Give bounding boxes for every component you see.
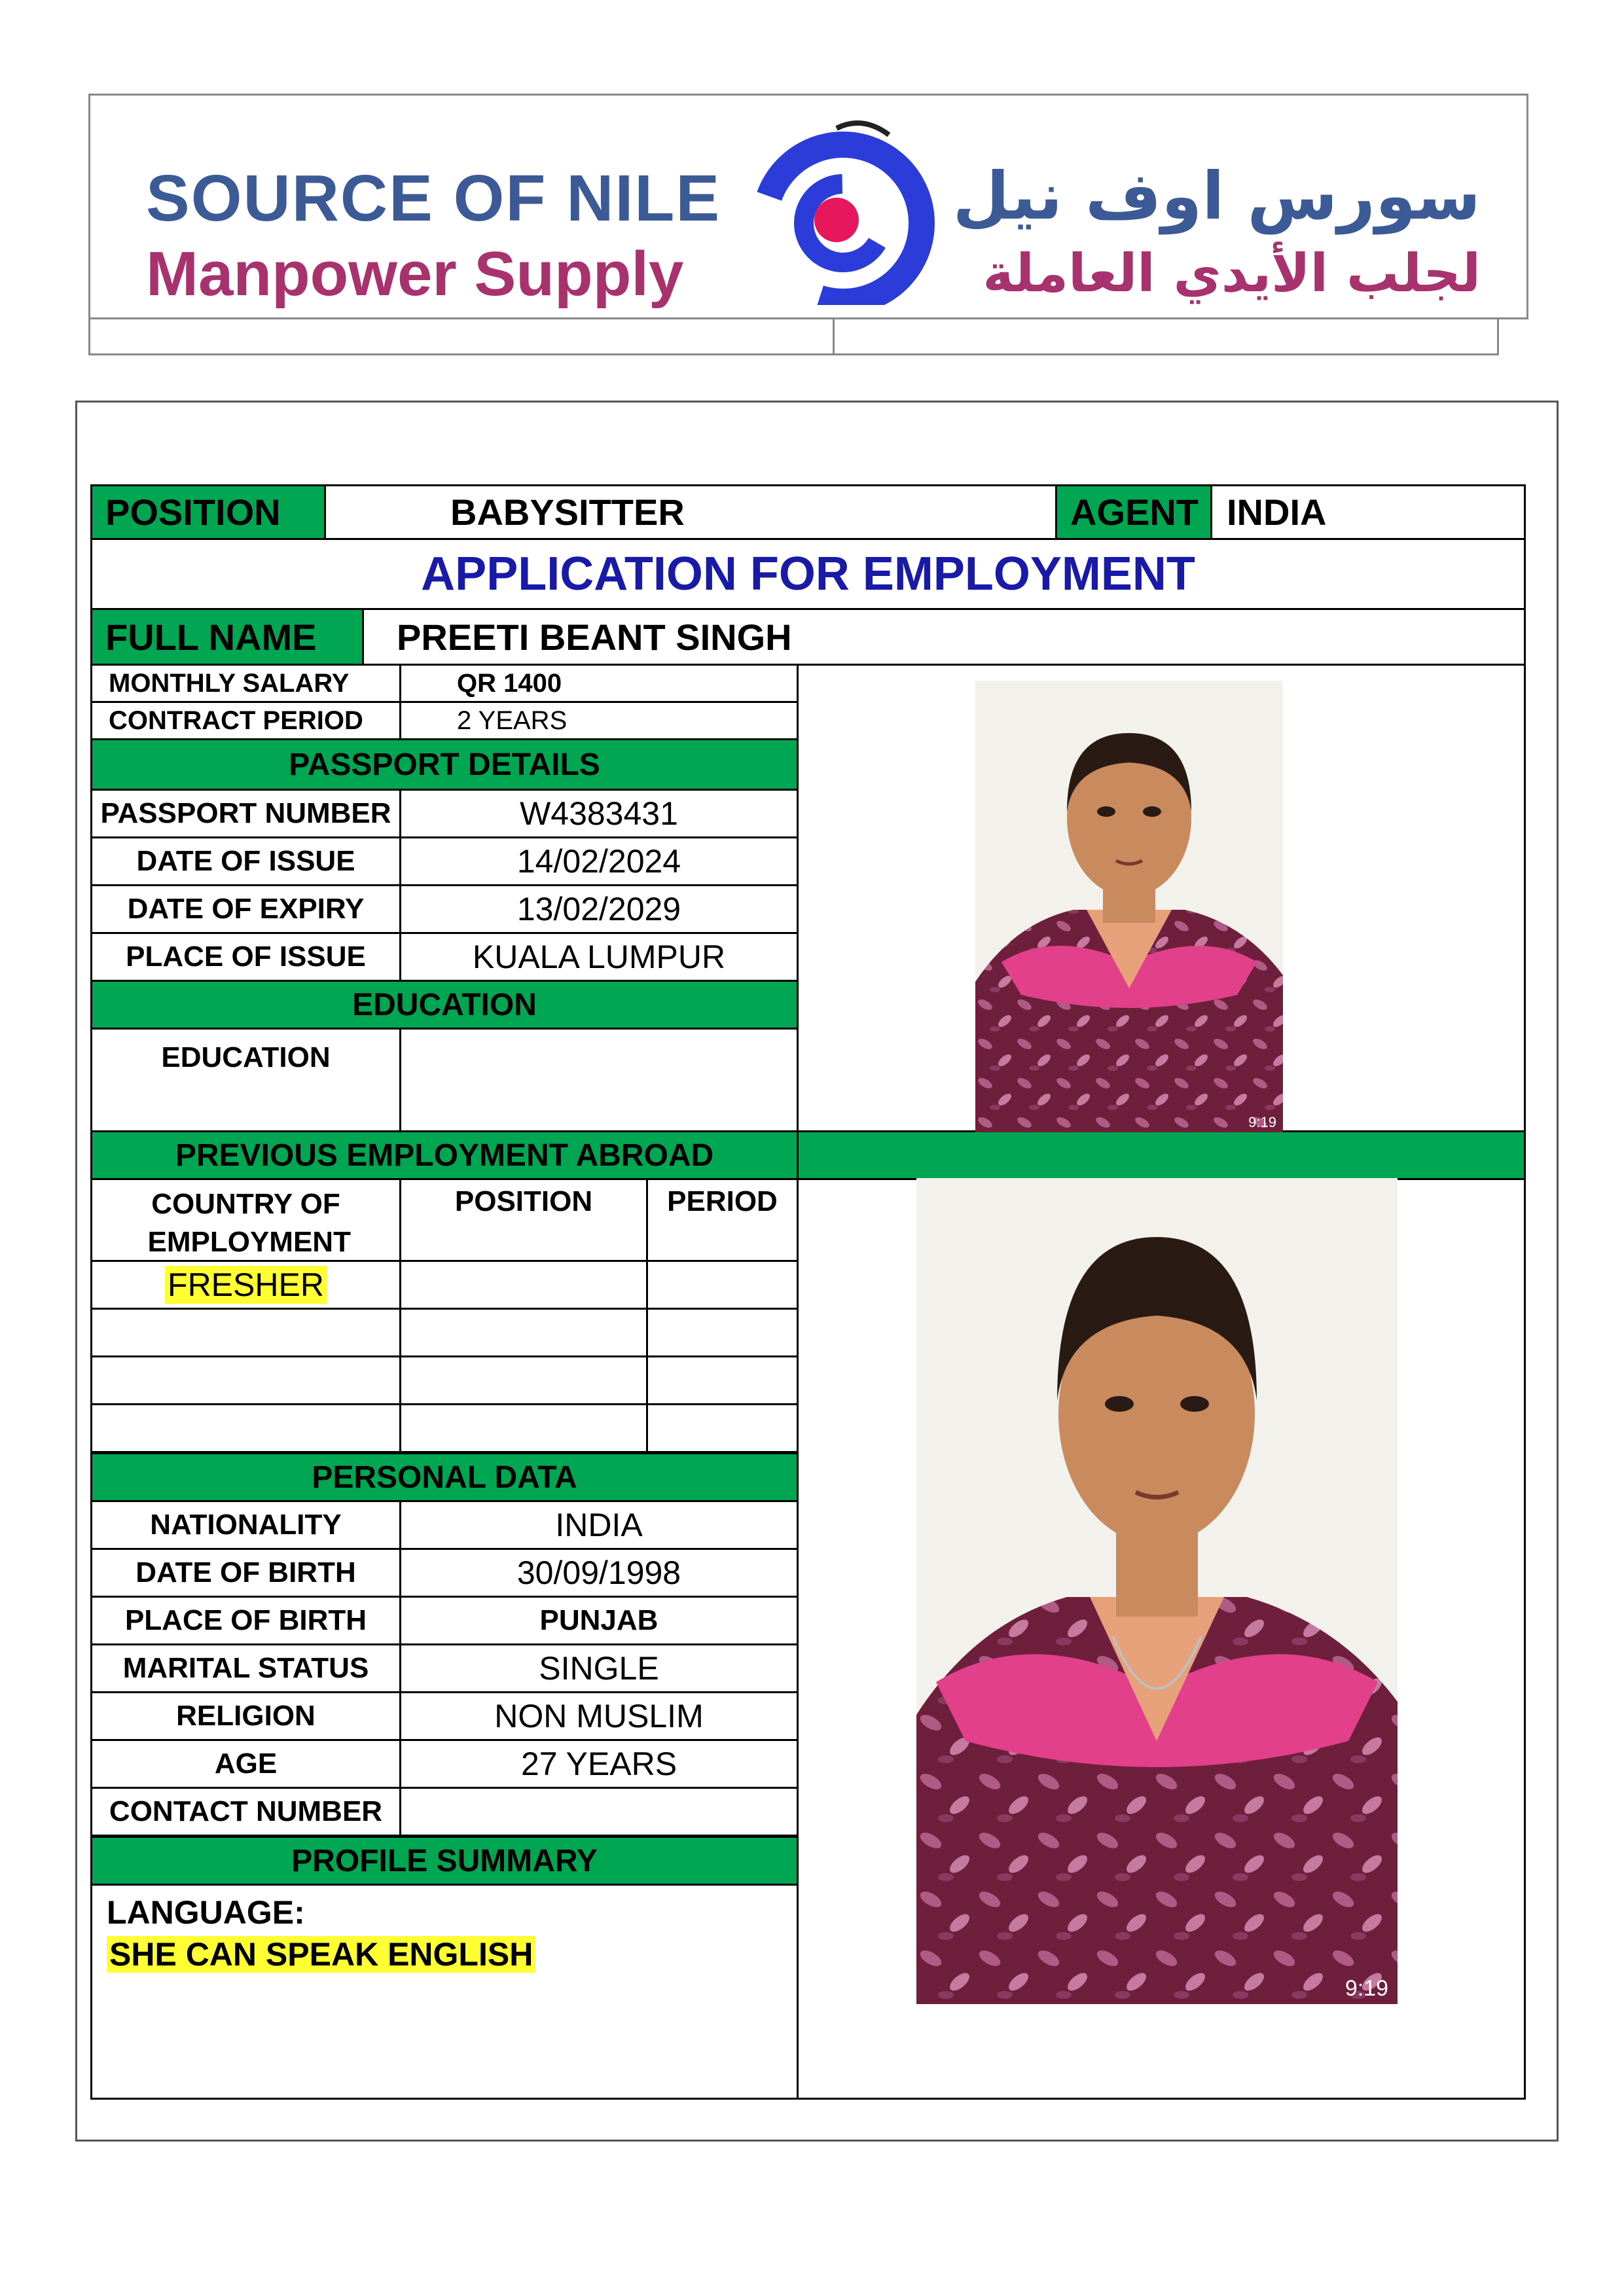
- personal-heading: PERSONAL DATA: [312, 1460, 577, 1495]
- position-column-header: [399, 1178, 648, 1262]
- passport-row-1-label-cell: [90, 836, 401, 886]
- personal-row-5-value-cell: [399, 1739, 799, 1789]
- passport-row-0-label-cell: [90, 789, 401, 838]
- employment-heading-extension: [797, 1130, 1526, 1180]
- personal-row-1-value-cell: [399, 1548, 799, 1598]
- employment-heading-cell: [90, 1130, 799, 1180]
- position-label-cell: [90, 484, 326, 540]
- passport-row-2-value: 13/02/2029: [516, 891, 681, 927]
- passport-row-1-value: 14/02/2024: [516, 843, 681, 880]
- personal-row-3-label: MARITAL STATUS: [122, 1652, 369, 1684]
- profile-heading-cell: [90, 1836, 799, 1886]
- personal-row-4-label-cell: [90, 1691, 401, 1741]
- education-heading: EDUCATION: [352, 987, 537, 1022]
- letterhead-underline: [88, 319, 835, 355]
- logo-english-line2: Manpower Supply: [146, 239, 684, 309]
- employment-row-3-col-1: [399, 1403, 648, 1453]
- employment-row-1-col-2: [646, 1308, 799, 1357]
- passport-row-2-value-cell: [399, 884, 799, 934]
- passport-row-0-label: PASSPORT NUMBER: [100, 797, 391, 829]
- personal-row-2-value: PUNJAB: [539, 1604, 659, 1636]
- letterhead: [88, 94, 1528, 319]
- country-column-header: [90, 1178, 401, 1262]
- personal-row-4-value-cell: [399, 1691, 799, 1741]
- employment-row-3-col-2: [646, 1403, 799, 1453]
- period-column-label: PERIOD: [667, 1185, 778, 1217]
- full-name-label: FULL NAME: [105, 616, 317, 658]
- photo-timestamp-small: 9:19: [1248, 1114, 1276, 1130]
- position-label: POSITION: [105, 492, 281, 533]
- employment-heading: PREVIOUS EMPLOYMENT ABROAD: [175, 1138, 714, 1173]
- personal-row-1-label: DATE OF BIRTH: [135, 1556, 356, 1588]
- employment-first-country: FRESHER: [165, 1266, 327, 1304]
- personal-row-3-value-cell: [399, 1643, 799, 1693]
- personal-row-2-value-cell: [399, 1596, 799, 1645]
- form-title: APPLICATION FOR EMPLOYMENT: [421, 548, 1195, 600]
- education-label-cell: [90, 1028, 401, 1132]
- passport-row-3-value-cell: [399, 932, 799, 982]
- logo-english-line1: SOURCE OF NILE: [146, 162, 721, 235]
- agent-label: AGENT: [1070, 492, 1199, 533]
- personal-row-0-label: NATIONALITY: [150, 1509, 342, 1541]
- education-heading-cell: [90, 980, 799, 1030]
- agent-value: INDIA: [1227, 492, 1327, 533]
- personal-row-5-label: AGE: [214, 1748, 278, 1780]
- agent-value-cell: [1210, 484, 1526, 540]
- contract-period-value: 2 YEARS: [457, 706, 568, 735]
- passport-row-3-label: PLACE OF ISSUE: [126, 941, 366, 973]
- passport-row-2-label: DATE OF EXPIRY: [127, 893, 365, 925]
- form-title-cell: [90, 538, 1526, 610]
- language-value: SHE CAN SPEAK ENGLISH: [107, 1936, 535, 1973]
- employment-row-0-col-1: [399, 1260, 648, 1310]
- passport-row-3-label-cell: [90, 932, 401, 982]
- employment-row-1-col-1: [399, 1308, 648, 1357]
- passport-row-0-value-cell: [399, 789, 799, 838]
- personal-row-1-value: 30/09/1998: [516, 1554, 681, 1591]
- passport-row-2-label-cell: [90, 884, 401, 934]
- monthly-salary-label: MONTHLY SALARY: [109, 668, 350, 698]
- passport-row-3-value: KUALA LUMPUR: [472, 939, 726, 975]
- position-value: BABYSITTER: [450, 492, 685, 533]
- personal-row-0-label-cell: [90, 1500, 401, 1550]
- passport-heading: PASSPORT DETAILS: [289, 747, 600, 782]
- company-logo-emblem: [738, 115, 948, 305]
- contract-period-label: CONTRACT PERIOD: [109, 706, 363, 735]
- personal-row-2-label: PLACE OF BIRTH: [124, 1604, 367, 1636]
- agent-label-cell: [1055, 484, 1212, 540]
- personal-row-4-label: RELIGION: [176, 1700, 316, 1732]
- contract-period-value-cell: [399, 701, 799, 740]
- logo-arabic-line2: لجلب الأيدي العاملة: [983, 243, 1481, 304]
- education-label: EDUCATION: [161, 1041, 331, 1073]
- period-column-header: [646, 1178, 799, 1262]
- personal-heading-cell: [90, 1452, 799, 1502]
- personal-row-6-label: CONTACT NUMBER: [109, 1795, 383, 1827]
- position-column-label: POSITION: [454, 1185, 593, 1217]
- employment-row-2-col-2: [646, 1355, 799, 1405]
- personal-row-3-value: SINGLE: [539, 1650, 659, 1687]
- monthly-salary-value: QR 1400: [457, 668, 562, 698]
- full-name-value-cell: [362, 608, 1526, 666]
- logo-arabic-line1: سورس اوف نيل: [952, 158, 1481, 234]
- employment-row-2-col-1: [399, 1355, 648, 1405]
- employment-row-2-col-0: [90, 1355, 401, 1405]
- personal-row-5-label-cell: [90, 1739, 401, 1789]
- personal-row-2-label-cell: [90, 1596, 401, 1645]
- language-label: LANGUAGE:: [107, 1894, 305, 1931]
- passport-row-1-value-cell: [399, 836, 799, 886]
- candidate-photo-large: [916, 1178, 1398, 2004]
- personal-row-0-value-cell: [399, 1500, 799, 1550]
- personal-row-6-label-cell: [90, 1787, 401, 1837]
- position-value-cell: [324, 484, 1057, 540]
- photo-timestamp-large: 9:19: [1344, 1976, 1388, 2001]
- passport-row-0-value: W4383431: [520, 795, 678, 832]
- personal-row-1-label-cell: [90, 1548, 401, 1598]
- personal-row-0-value: INDIA: [555, 1507, 643, 1543]
- personal-row-6-value-cell: [399, 1787, 799, 1837]
- full-name-label-cell: [90, 608, 364, 666]
- contract-period-label-cell: [90, 701, 401, 740]
- country-column-label: COUNTRY OF EMPLOYMENT: [147, 1188, 351, 1258]
- full-name-value: PREETI BEANT SINGH: [397, 616, 792, 658]
- monthly-salary-value-cell: [399, 664, 799, 703]
- passport-heading-cell: [90, 738, 799, 791]
- personal-row-3-label-cell: [90, 1643, 401, 1693]
- passport-row-1-label: DATE OF ISSUE: [136, 845, 355, 877]
- education-value-cell: [399, 1028, 799, 1132]
- personal-row-5-value: 27 YEARS: [520, 1746, 677, 1782]
- profile-summary-box: [90, 1884, 799, 2100]
- personal-row-4-value: NON MUSLIM: [494, 1698, 704, 1734]
- employment-row-3-col-0: [90, 1403, 401, 1453]
- employment-row-0-col-0: [90, 1260, 401, 1310]
- monthly-salary-label-cell: [90, 664, 401, 703]
- employment-row-0-col-2: [646, 1260, 799, 1310]
- profile-heading: PROFILE SUMMARY: [291, 1843, 598, 1878]
- letterhead-underline-right: [835, 319, 1499, 355]
- employment-row-1-col-0: [90, 1308, 401, 1357]
- candidate-photo-small: [975, 681, 1283, 1132]
